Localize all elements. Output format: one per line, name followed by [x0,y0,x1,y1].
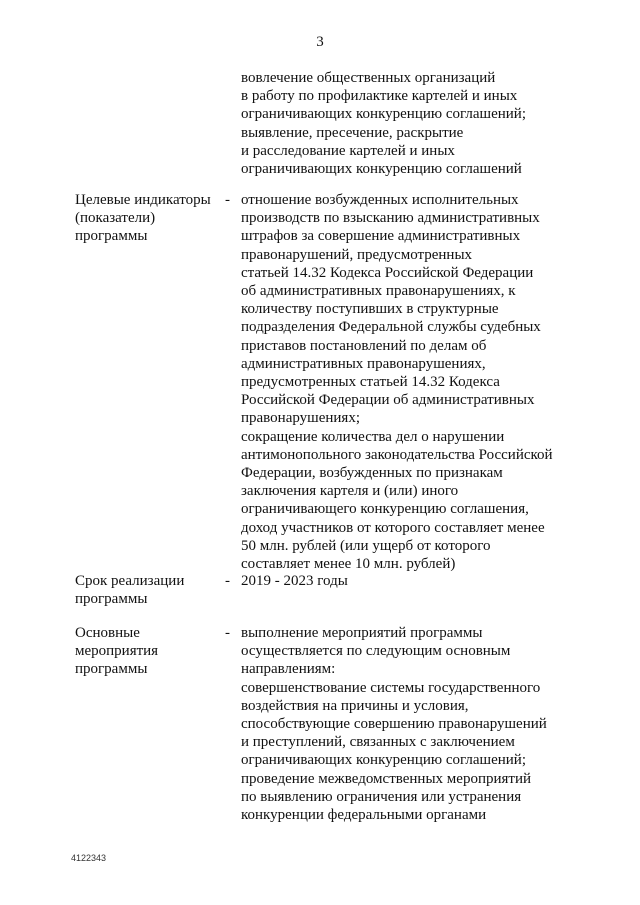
text-line: вовлечение общественных организаций [241,70,496,86]
label-line: Срок реализации [75,573,185,589]
text-line: антимонопольного законодательства Российской [241,446,553,463]
section-dash: - [225,573,230,589]
text-line: заключения картеля и (или) иного [241,483,459,500]
text-line: приставов постановлений по делам об [241,337,487,354]
text-line: правонарушениях; [241,410,360,427]
label-line: программы [75,661,148,678]
text-line: сокращение количества дел о нарушении [241,428,505,445]
text-line: Федерации, возбужденных по признакам [241,465,503,482]
text-line: выявление, пресечение, раскрытие [241,124,464,141]
section-text-indicators [241,191,601,573]
text-line: об административных правонарушениях, к [241,283,516,300]
text-line: выполнение мероприятий программы [241,625,483,641]
text-line: правонарушений, предусмотренных [241,246,473,263]
text-line: Российской Федерации об административных [241,392,535,409]
text-line: ограничивающих конкуренцию соглашений [241,161,522,178]
page-number: 3 [316,34,324,50]
label-line: Целевые индикаторы [75,192,211,208]
text-line: административных правонарушениях, [241,355,486,372]
text-line: 50 млн. рублей (или ущерб от которого [241,537,491,554]
document-code: 4122343 [71,853,107,863]
text-line: воздействия на причины и условия, [241,697,469,714]
text-line: способствующие совершению правонарушений [241,716,547,733]
text-line: конкуренции федеральными органами [241,807,487,824]
section-label-indicators [75,191,225,246]
intro-text [241,69,601,178]
section-dash: - [225,625,230,641]
label-line: программы [75,228,148,245]
text-line: статьей 14.32 Кодекса Российской Федерации [241,264,534,281]
label-line: Основные [75,625,140,641]
text-line: и преступлений, связанных с заключением [241,734,515,751]
text-line: ограничивающих конкуренцию соглашений; [241,752,526,769]
text-line: отношение возбужденных исполнительных [241,192,519,208]
text-line: совершенствование системы государственного [241,679,541,696]
text-line: и расследование картелей и иных [241,142,455,159]
text-line: предусмотренных статьей 14.32 Кодекса [241,374,500,391]
text-line: подразделения Федеральной службы судебных [241,319,541,336]
section-label-activities [75,624,225,679]
label-line: программы [75,591,148,608]
text-line: составляет менее 10 млн. рублей) [241,556,456,573]
section-label-period [75,572,225,608]
section-dash: - [225,192,230,208]
label-line: мероприятия [75,643,159,660]
text-line: штрафов за совершение административных [241,228,521,245]
text-line: проведение межведомственных мероприятий [241,770,532,787]
section-text-period [241,572,601,590]
text-line: в работу по профилактике картелей и иных [241,88,518,105]
text-line: производств по взысканию административных [241,210,540,227]
text-line: 2019 - 2023 годы [241,573,348,589]
text-line: ограничивающих конкуренцию соглашений; [241,106,526,123]
text-line: осуществляется по следующим основным [241,643,511,660]
text-line: доход участников от которого составляет менее [241,519,545,536]
label-line: (показатели) [75,210,156,227]
text-line: количеству поступивших в структурные [241,301,499,318]
text-line: направлениям: [241,661,336,678]
section-text-activities [241,624,601,824]
text-line: по выявлению ограничения или устранения [241,788,522,805]
text-line: ограничивающего конкуренцию соглашения, [241,501,529,518]
